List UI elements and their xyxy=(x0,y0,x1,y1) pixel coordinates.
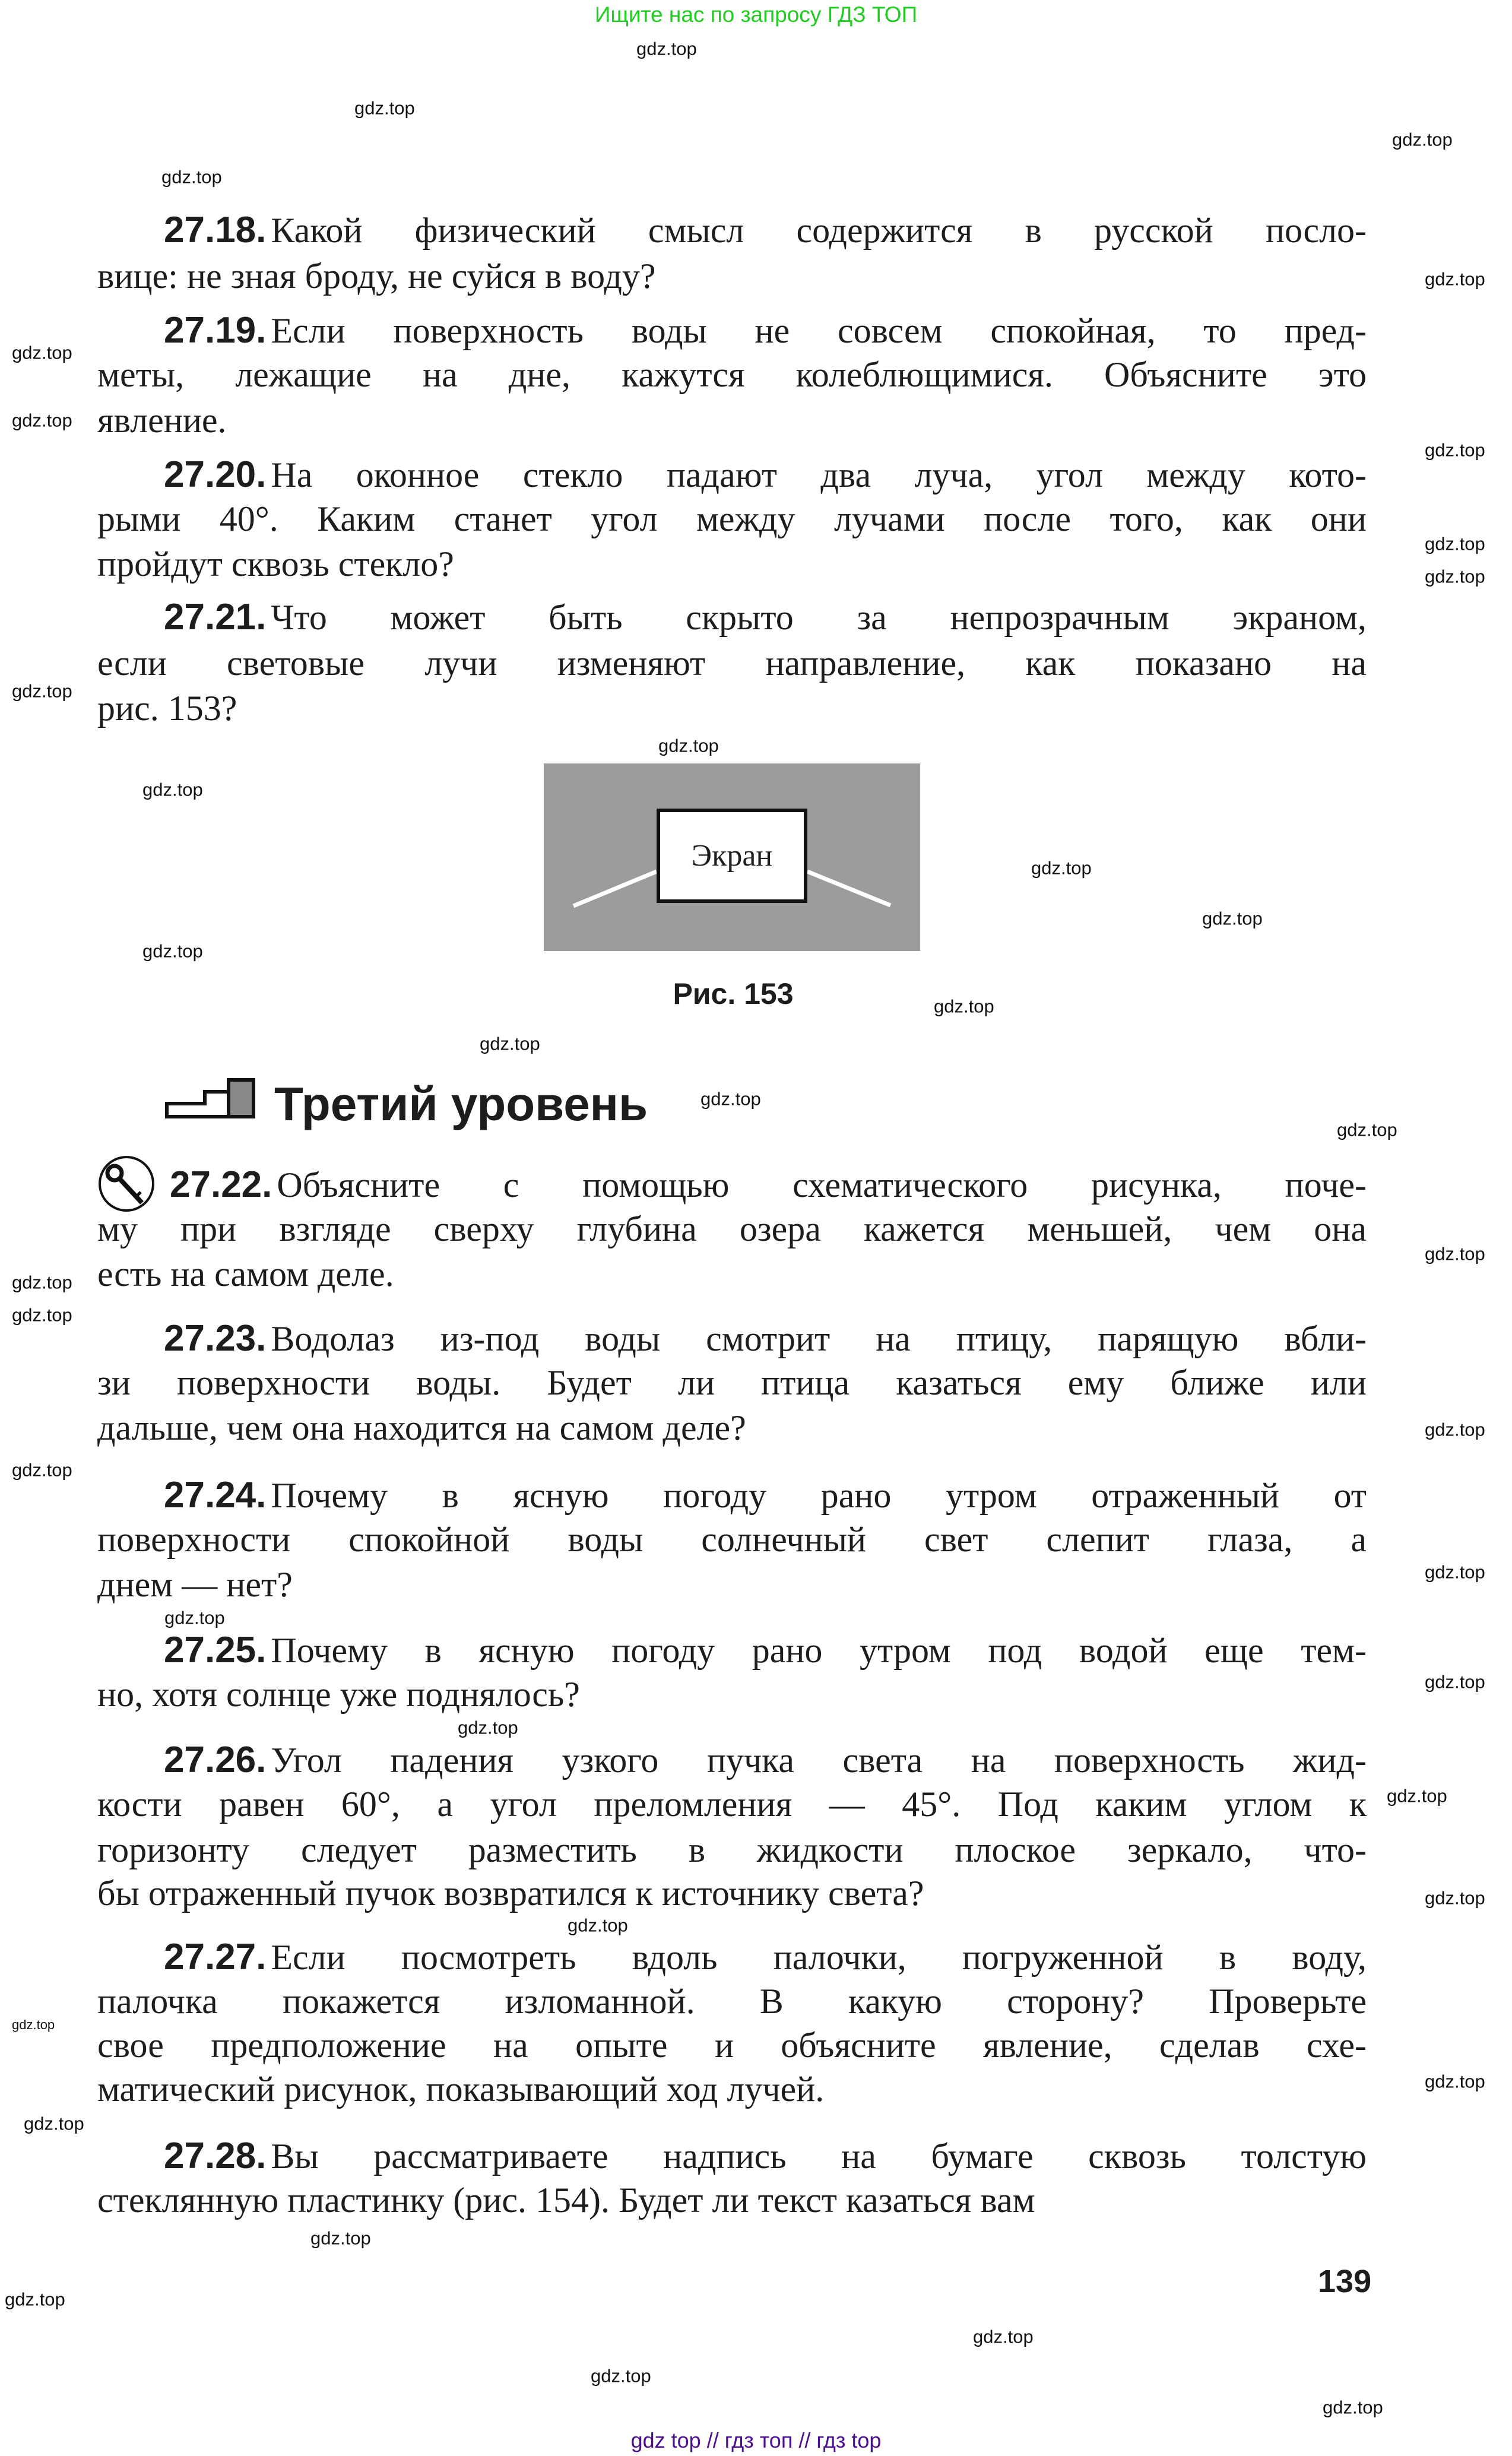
page-number: 139 xyxy=(1318,2264,1372,2299)
problem-line xyxy=(97,1473,1367,1518)
problem-text: свое предположение на опыте и объясните явление, сделав схе- xyxy=(97,2026,1367,2065)
problem-line xyxy=(97,1251,1367,1297)
problem-line xyxy=(97,2023,1367,2068)
problem-line xyxy=(97,208,1367,253)
watermark-link[interactable]: gdz.top xyxy=(142,940,203,962)
problem-number: 27.24. xyxy=(164,1475,267,1516)
watermark-link[interactable]: gdz.top xyxy=(658,735,719,756)
problem-line xyxy=(97,1935,1367,1980)
problem-line xyxy=(97,686,1367,731)
problem-number: 27.25. xyxy=(164,1630,267,1671)
figure-caption: Рис. 153 xyxy=(673,977,794,1010)
problem-number: 27.19. xyxy=(164,310,267,351)
problem-text: днем — нет? xyxy=(97,1565,293,1604)
problem-text: Вы рассматриваете надпись на бумаге сквозь толстую xyxy=(271,2137,1367,2176)
problem-text: поверхности спокойной воды солнечный свет слепит глаза, а xyxy=(97,1520,1367,1559)
problem-text: вице: не зная броду, не суйся в воду? xyxy=(97,256,656,296)
watermark-link[interactable]: gdz.top xyxy=(142,779,203,800)
problem-line xyxy=(97,641,1367,686)
figure-153 xyxy=(544,763,920,951)
problem-number: 27.21. xyxy=(164,597,267,638)
watermark-link[interactable]: gdz.top xyxy=(12,342,72,363)
watermark-link[interactable]: gdz.top xyxy=(458,1717,518,1738)
watermark-link[interactable]: gdz.top xyxy=(1425,1561,1485,1583)
watermark-link[interactable]: gdz.top xyxy=(636,38,697,59)
footer-links[interactable]: gdz top // гдз топ // гдз top xyxy=(630,2428,882,2452)
watermark-link[interactable]: gdz.top xyxy=(5,2289,65,2310)
problem-text: рис. 153? xyxy=(97,689,237,728)
problem-number: 27.23. xyxy=(164,1318,267,1359)
problem-text: палочка покажется изломанной. В какую сторону? Проверьте xyxy=(97,1982,1367,2021)
watermark-link[interactable]: gdz.top xyxy=(1425,439,1485,461)
problem-line xyxy=(97,1871,1367,1916)
problem-text: Почему в ясную погоду рано утром отраженный от xyxy=(271,1476,1367,1515)
watermark-link[interactable]: gdz.top xyxy=(1425,566,1485,587)
search-banner[interactable]: Ищите нас по запросу ГДЗ ТОП xyxy=(594,2,918,27)
problem-text: зи поверхности воды. Будет ли птица казаться ему ближе или xyxy=(97,1363,1367,1402)
problem-text: Почему в ясную погоду рано утром под водой еще тем- xyxy=(271,1631,1367,1670)
problem-line xyxy=(97,1162,1367,1208)
problem-text: Если поверхность воды не совсем спокойная, то пред- xyxy=(271,311,1367,350)
watermark-link[interactable]: gdz.top xyxy=(1425,1243,1485,1265)
watermark-link[interactable]: gdz.top xyxy=(1031,857,1092,879)
watermark-link[interactable]: gdz.top xyxy=(591,2365,651,2387)
problem-line xyxy=(97,2067,1367,2112)
watermark-link[interactable]: gdz.top xyxy=(1392,129,1453,150)
watermark-link[interactable]: gdz.top xyxy=(1425,2071,1485,2092)
watermark-link[interactable]: gdz.top xyxy=(1387,1785,1447,1807)
problem-line xyxy=(97,1738,1367,1783)
problem-text: но, хотя солнце уже поднялось? xyxy=(97,1675,580,1714)
watermark-link[interactable]: gdz.top xyxy=(310,2227,371,2249)
watermark-link[interactable]: gdz.top xyxy=(12,1304,72,1326)
problem-text: дальше, чем она находится на самом деле? xyxy=(97,1408,746,1447)
problem-text: На оконное стекло падают два луча, угол между кото- xyxy=(271,455,1367,495)
problem-line xyxy=(97,1979,1367,2024)
watermark-link[interactable]: gdz.top xyxy=(1337,1119,1397,1140)
watermark-link[interactable]: gdz.top xyxy=(12,680,72,702)
problem-text: бы отраженный пучок возвратился к источнику света? xyxy=(97,1874,924,1913)
problem-line xyxy=(97,1827,1367,1872)
problem-number: 27.26. xyxy=(164,1739,267,1780)
problem-text: кости равен 60°, а угол преломления — 45°. Под каким углом к xyxy=(97,1785,1367,1824)
problem-line xyxy=(97,253,1367,299)
watermark-link[interactable]: gdz.top xyxy=(934,996,994,1017)
problem-text: Какой физический смысл содержится в русской посло- xyxy=(271,211,1367,250)
problem-line xyxy=(97,1316,1367,1361)
watermark-link[interactable]: gdz.top xyxy=(480,1033,540,1054)
problem-line xyxy=(97,496,1367,541)
problem-line xyxy=(97,1517,1367,1562)
watermark-link[interactable]: gdz.top xyxy=(164,1607,225,1628)
watermark-link[interactable]: gdz.top xyxy=(161,166,222,188)
problem-text: му при взгляде сверху глубина озера кажется меньшей, чем она xyxy=(97,1209,1367,1248)
problem-text: Угол падения узкого пучка света на поверхность жид- xyxy=(271,1741,1367,1780)
watermark-link[interactable]: gdz.top xyxy=(1425,1887,1485,1909)
problem-line xyxy=(97,308,1367,353)
problem-text: Если посмотреть вдоль палочки, погруженной в воду, xyxy=(271,1938,1367,1977)
problem-number: 27.18. xyxy=(164,210,267,251)
watermark-link[interactable]: gdz.top xyxy=(1425,1671,1485,1693)
problem-line xyxy=(97,1562,1367,1607)
watermark-link[interactable]: gdz.top xyxy=(12,410,72,431)
problem-line xyxy=(97,398,1367,443)
problem-text: рыми 40°. Каким станет угол между лучами после того, как они xyxy=(97,499,1367,538)
problem-line xyxy=(97,1782,1367,1827)
problem-line xyxy=(97,541,1367,587)
watermark-link[interactable]: gdz.top xyxy=(24,2113,84,2134)
problem-text: Что может быть скрыто за непрозрачным экраном, xyxy=(271,598,1367,637)
problem-text: Водолаз из-под воды смотрит на птицу, парящую вбли- xyxy=(271,1319,1367,1358)
watermark-link[interactable]: gdz.top xyxy=(12,2017,55,2032)
problem-text: если световые лучи изменяют направление, как показано на xyxy=(97,644,1367,683)
level-stairs-icon xyxy=(164,1078,259,1120)
problem-line xyxy=(97,352,1367,397)
problem-line xyxy=(97,2134,1367,2179)
key-icon xyxy=(97,1154,156,1213)
problem-text: пройдут сквозь стекло? xyxy=(97,544,454,584)
problem-line xyxy=(97,1628,1367,1673)
problem-line xyxy=(97,1672,1367,1717)
problem-number: 27.20. xyxy=(164,454,267,495)
watermark-link[interactable]: gdz.top xyxy=(1323,2397,1383,2418)
watermark-link[interactable]: gdz.top xyxy=(1425,268,1485,290)
watermark-link[interactable]: gdz.top xyxy=(12,1272,72,1293)
watermark-link[interactable]: gdz.top xyxy=(1425,533,1485,554)
watermark-link[interactable]: gdz.top xyxy=(1202,908,1263,929)
watermark-link[interactable]: gdz.top xyxy=(354,97,415,119)
watermark-link[interactable]: gdz.top xyxy=(700,1088,761,1110)
problem-text: меты, лежащие на дне, кажутся колеблющимися. Объясните это xyxy=(97,355,1367,394)
watermark-link[interactable]: gdz.top xyxy=(568,1915,628,1936)
problem-number: 27.27. xyxy=(164,1937,267,1978)
problem-text: явление. xyxy=(97,401,227,440)
problem-line xyxy=(97,452,1367,497)
problem-text: Объясните с помощью схематического рисунка, поче- xyxy=(277,1165,1367,1205)
problem-text: есть на самом деле. xyxy=(97,1254,394,1294)
watermark-link[interactable]: gdz.top xyxy=(12,1459,72,1481)
problem-line xyxy=(97,1360,1367,1405)
problem-number: 27.22. xyxy=(170,1164,272,1205)
problem-text: стеклянную пластинку (рис. 154). Будет ли текст казаться вам xyxy=(97,2181,1035,2220)
problem-number: 27.28. xyxy=(164,2135,267,2176)
problem-line xyxy=(97,1405,1367,1450)
problem-line xyxy=(97,2178,1367,2223)
screen-label: Экран xyxy=(657,809,807,903)
problem-line xyxy=(97,595,1367,640)
watermark-link[interactable]: gdz.top xyxy=(1425,1419,1485,1440)
problem-text: матический рисунок, показывающий ход лучей. xyxy=(97,2070,825,2109)
watermark-link[interactable]: gdz.top xyxy=(973,2326,1034,2347)
problem-line xyxy=(97,1206,1367,1251)
problem-text: горизонту следует разместить в жидкости плоское зеркало, что- xyxy=(97,1830,1367,1869)
section-title: Третий уровень xyxy=(274,1078,648,1130)
